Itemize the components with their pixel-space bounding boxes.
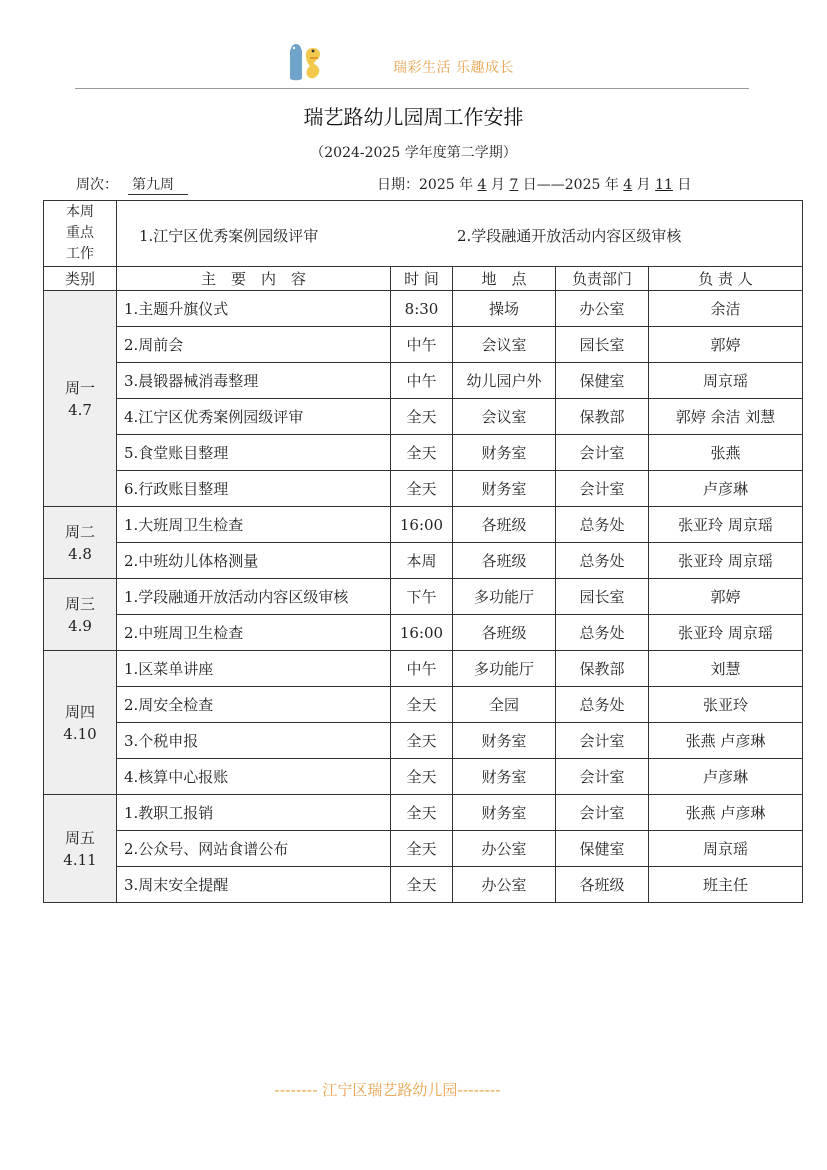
table-row <box>44 327 803 363</box>
cell-dept: 总务处 <box>556 687 649 723</box>
day-name: 周一 <box>64 378 95 397</box>
column-header-dept: 负责部门 <box>556 267 649 291</box>
cell-content: 4.江宁区优秀案例园级评审 <box>117 399 391 435</box>
focus-item-2: 2.学段融通开放活动内容区级审核 <box>457 227 682 245</box>
cell-content: 6.行政账目整理 <box>117 471 391 507</box>
week-value: 第九周 <box>128 174 188 195</box>
footer-text: -------- 江宁区瑞艺路幼儿园-------- <box>274 1081 501 1099</box>
date-start-day: 7 <box>509 177 519 193</box>
cell-content: 3.个税申报 <box>117 723 391 759</box>
cell-dept: 会计室 <box>556 471 649 507</box>
month-char: 月 <box>490 177 505 193</box>
table-row <box>44 615 803 651</box>
focus-label-line: 重点 <box>66 225 94 241</box>
cell-person: 张亚玲 周京瑶 <box>649 615 803 651</box>
cell-content: 1.教职工报销 <box>117 795 391 831</box>
day-cell <box>44 579 117 651</box>
page-title: 瑞艺路幼儿园周工作安排 <box>303 105 524 129</box>
cell-time: 全天 <box>391 687 453 723</box>
date-range <box>377 174 691 194</box>
cell-person: 周京瑶 <box>649 363 803 399</box>
weekly-plan-table <box>43 200 803 903</box>
day-date: 4.7 <box>68 400 92 419</box>
cell-place: 财务室 <box>453 795 556 831</box>
table-row <box>44 507 803 543</box>
cell-dept: 园长室 <box>556 327 649 363</box>
cell-content: 3.周末安全提醒 <box>117 867 391 903</box>
cell-place: 会议室 <box>453 399 556 435</box>
cell-place: 办公室 <box>453 831 556 867</box>
cell-content: 1.区菜单讲座 <box>117 651 391 687</box>
cell-dept: 总务处 <box>556 615 649 651</box>
cell-time: 全天 <box>391 795 453 831</box>
cell-content: 2.周安全检查 <box>117 687 391 723</box>
column-header-person: 负 责 人 <box>649 267 803 291</box>
date-start-year: 2025 <box>419 177 455 193</box>
cell-content: 2.中班周卫生检查 <box>117 615 391 651</box>
slogan-text: 瑞彩生活 乐趣成长 <box>393 60 514 76</box>
day-cell <box>44 507 117 579</box>
month-char: 月 <box>636 177 651 193</box>
cell-dept: 会计室 <box>556 759 649 795</box>
cell-time: 全天 <box>391 435 453 471</box>
cell-content: 1.学段融通开放活动内容区级审核 <box>117 579 391 615</box>
column-header-place: 地 点 <box>453 267 556 291</box>
day-cell <box>44 651 117 795</box>
cell-time: 下午 <box>391 579 453 615</box>
table-row <box>44 651 803 687</box>
cell-place: 全园 <box>453 687 556 723</box>
table-row <box>44 363 803 399</box>
cell-time: 8:30 <box>391 291 453 327</box>
kindergarten-logo <box>282 38 328 82</box>
focus-label <box>44 201 117 267</box>
day-char: 日 <box>677 177 692 193</box>
cell-person: 周京瑶 <box>649 831 803 867</box>
cell-person: 张燕 <box>649 435 803 471</box>
cell-place: 办公室 <box>453 867 556 903</box>
day-date: 4.9 <box>68 616 92 635</box>
cell-person: 张亚玲 周京瑶 <box>649 507 803 543</box>
table-row <box>44 435 803 471</box>
cell-person: 张燕 卢彦琳 <box>649 795 803 831</box>
cell-content: 2.周前会 <box>117 327 391 363</box>
cell-dept: 保健室 <box>556 831 649 867</box>
cell-person: 郭婷 <box>649 327 803 363</box>
table-row <box>44 687 803 723</box>
day-date: 4.8 <box>68 544 92 563</box>
cell-person: 卢彦琳 <box>649 759 803 795</box>
header-divider <box>75 88 749 89</box>
cell-time: 16:00 <box>391 615 453 651</box>
table-row <box>44 579 803 615</box>
cell-place: 财务室 <box>453 435 556 471</box>
cell-time: 全天 <box>391 831 453 867</box>
cell-content: 1.主题升旗仪式 <box>117 291 391 327</box>
cell-time: 中午 <box>391 651 453 687</box>
cell-content: 3.晨锻器械消毒整理 <box>117 363 391 399</box>
cell-time: 全天 <box>391 759 453 795</box>
year-char: 年 <box>459 177 474 193</box>
cell-person: 郭婷 <box>649 579 803 615</box>
cell-person: 刘慧 <box>649 651 803 687</box>
cell-dept: 会计室 <box>556 795 649 831</box>
cell-dept: 会计室 <box>556 723 649 759</box>
cell-place: 操场 <box>453 291 556 327</box>
column-header-category: 类别 <box>44 267 117 291</box>
page-subtitle: （2024-2025 学年度第二学期） <box>310 145 517 161</box>
table-row <box>44 831 803 867</box>
cell-person: 郭婷 余洁 刘慧 <box>649 399 803 435</box>
date-label: 日期： <box>377 177 419 193</box>
cell-dept: 保健室 <box>556 363 649 399</box>
cell-content: 2.公众号、网站食谱公布 <box>117 831 391 867</box>
cell-person: 张燕 卢彦琳 <box>649 723 803 759</box>
cell-time: 中午 <box>391 327 453 363</box>
day-name: 周五 <box>64 828 95 847</box>
cell-dept: 园长室 <box>556 579 649 615</box>
cell-place: 各班级 <box>453 543 556 579</box>
cell-place: 会议室 <box>453 327 556 363</box>
cell-content: 2.中班幼儿体格测量 <box>117 543 391 579</box>
cell-place: 财务室 <box>453 759 556 795</box>
table-row <box>44 759 803 795</box>
cell-dept: 总务处 <box>556 543 649 579</box>
cell-content: 4.核算中心报账 <box>117 759 391 795</box>
week-label: 周次： <box>76 177 118 193</box>
cell-dept: 总务处 <box>556 507 649 543</box>
focus-label-line: 工作 <box>66 246 94 262</box>
cell-place: 幼儿园户外 <box>453 363 556 399</box>
cell-person: 张亚玲 <box>649 687 803 723</box>
cell-place: 财务室 <box>453 471 556 507</box>
cell-person: 卢彦琳 <box>649 471 803 507</box>
date-end-month: 4 <box>623 177 633 193</box>
day-cell <box>44 795 117 903</box>
cell-place: 各班级 <box>453 615 556 651</box>
cell-place: 多功能厅 <box>453 651 556 687</box>
day-cell <box>44 291 117 507</box>
cell-person: 张亚玲 周京瑶 <box>649 543 803 579</box>
cell-content: 1.大班周卫生检查 <box>117 507 391 543</box>
day-date: 4.10 <box>63 724 97 743</box>
cell-person: 班主任 <box>649 867 803 903</box>
cell-time: 全天 <box>391 867 453 903</box>
cell-place: 各班级 <box>453 507 556 543</box>
table-row <box>44 471 803 507</box>
date-start-month: 4 <box>477 177 487 193</box>
cell-time: 16:00 <box>391 507 453 543</box>
day-name: 周三 <box>64 594 95 613</box>
cell-time: 中午 <box>391 363 453 399</box>
cell-dept: 各班级 <box>556 867 649 903</box>
column-header-content: 主 要 内 容 <box>117 267 391 291</box>
table-header-row <box>44 267 803 291</box>
focus-items <box>117 201 803 267</box>
column-header-time: 时 间 <box>391 267 453 291</box>
table-row <box>44 399 803 435</box>
date-end-day: 11 <box>655 177 673 193</box>
day-name: 周二 <box>64 522 95 541</box>
cell-dept: 会计室 <box>556 435 649 471</box>
focus-label-line: 本周 <box>66 204 94 220</box>
cell-content: 5.食堂账目整理 <box>117 435 391 471</box>
cell-place: 财务室 <box>453 723 556 759</box>
table-row <box>44 723 803 759</box>
table-row <box>44 291 803 327</box>
cell-time: 全天 <box>391 471 453 507</box>
cell-dept: 办公室 <box>556 291 649 327</box>
cell-dept: 保教部 <box>556 399 649 435</box>
year-char: 年 <box>604 177 619 193</box>
cell-dept: 保教部 <box>556 651 649 687</box>
day-char: 日 <box>522 177 537 193</box>
day-date: 4.11 <box>63 850 97 869</box>
cell-place: 多功能厅 <box>453 579 556 615</box>
cell-time: 本周 <box>391 543 453 579</box>
cell-time: 全天 <box>391 399 453 435</box>
focus-item-1: 1.江宁区优秀案例园级评审 <box>139 227 319 245</box>
cell-time: 全天 <box>391 723 453 759</box>
table-row <box>44 867 803 903</box>
day-name: 周四 <box>64 702 95 721</box>
focus-row <box>44 201 803 267</box>
cell-person: 余洁 <box>649 291 803 327</box>
date-separator: —— <box>536 177 565 193</box>
table-row <box>44 795 803 831</box>
table-row <box>44 543 803 579</box>
date-end-year: 2025 <box>564 177 601 193</box>
